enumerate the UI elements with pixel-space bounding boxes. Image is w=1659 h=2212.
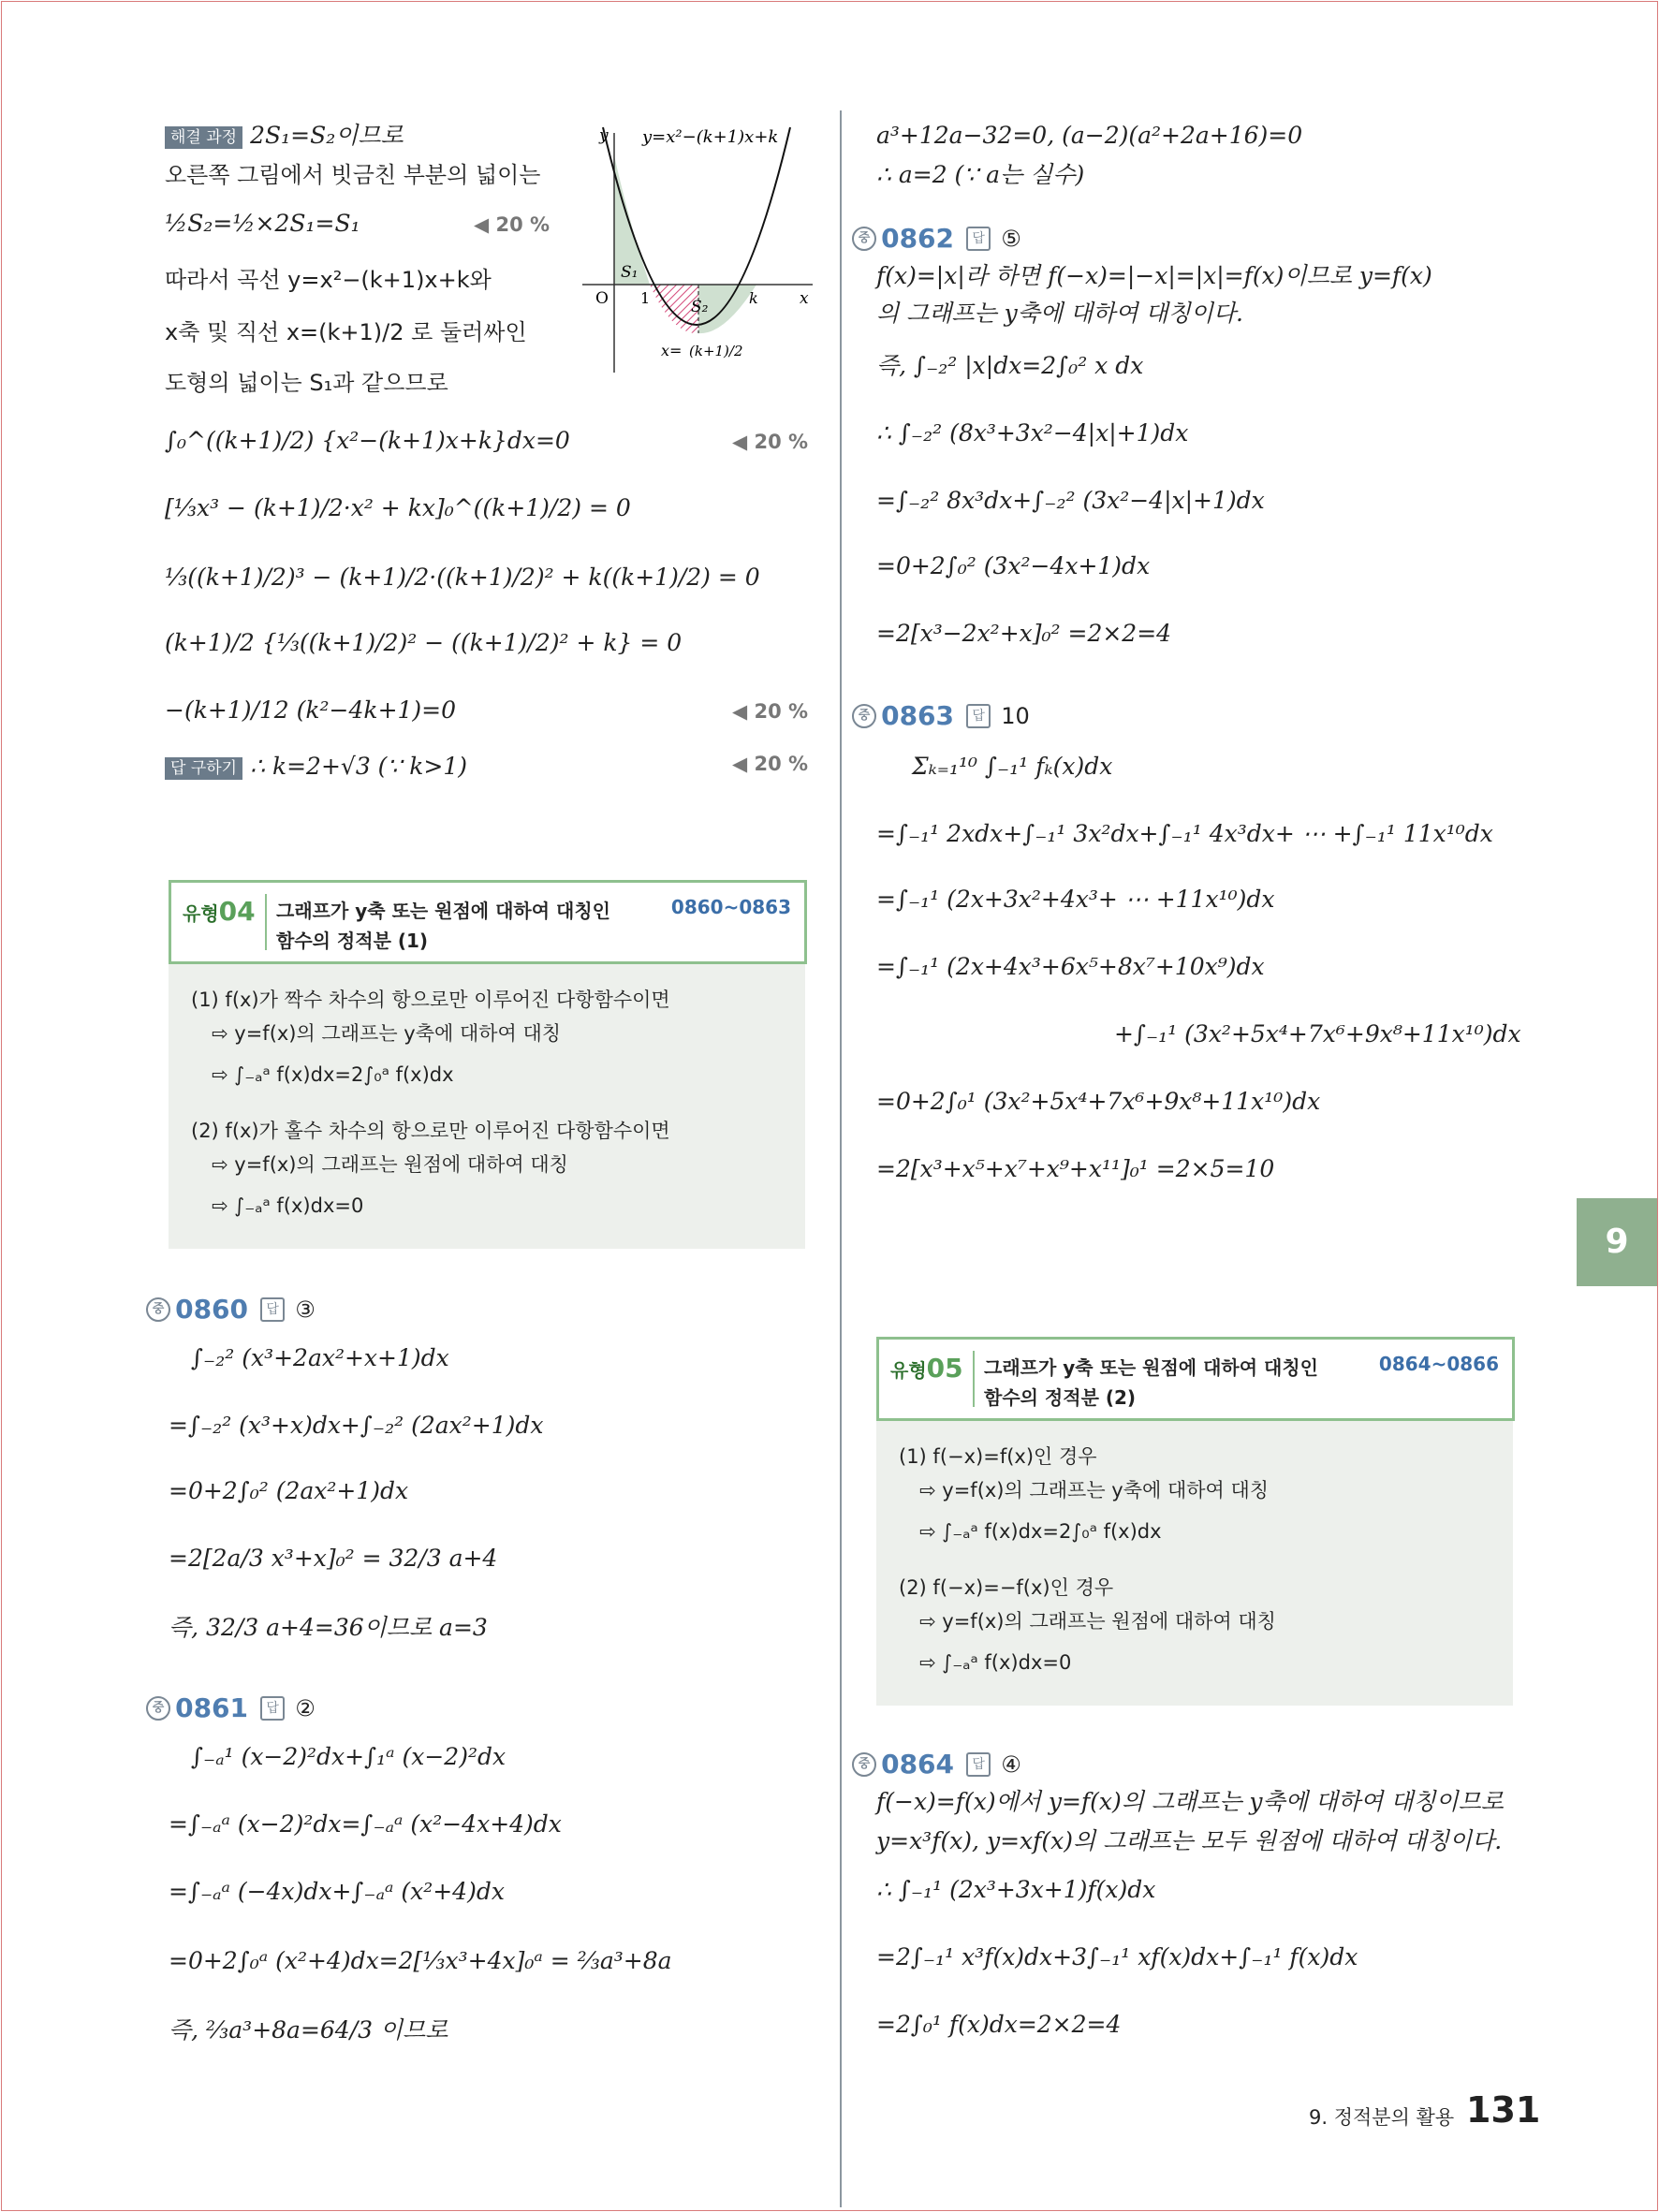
type05-summary <box>876 1421 1513 1706</box>
problem-number: 0863 <box>881 700 955 731</box>
type-range: 0860~0863 <box>670 896 791 918</box>
percent-label: ◀ 20 % <box>732 753 809 775</box>
problem-number: 0864 <box>881 1749 955 1780</box>
summary-line: (1) f(−x)=f(x)인 경우 <box>899 1445 1097 1468</box>
problem-0860-header <box>146 1294 316 1325</box>
answer-value: 10 <box>1001 702 1030 729</box>
parabola-graph <box>579 120 822 382</box>
summary-line: ⇨ ∫₋ₐᵃ f(x)dx=0 <box>919 1651 1072 1674</box>
solution-line: f(x)=|x|라 하면 f(−x)=|−x|=|x|=f(x)이므로 y=f(x) <box>876 262 1432 289</box>
type-separator <box>973 1351 975 1407</box>
percent-label: ◀ 20 % <box>474 213 551 236</box>
solution-line: =0+2∫₀² (3x²−4x+1)dx <box>876 552 1151 579</box>
type04-header <box>169 880 807 964</box>
solution-line: −(k+1)/12 (k²−4k+1)=0 <box>165 696 457 724</box>
solution-line: ∴ ∫₋₁¹ (2x³+3x+1)f(x)dx <box>876 1876 1156 1903</box>
level-mark: 중 <box>146 1696 170 1721</box>
y-label: y <box>599 126 609 145</box>
answer-label: 답 <box>966 1752 991 1777</box>
solution-line: ∫₋₂² (x³+2ax²+x+1)dx <box>191 1344 449 1371</box>
type-tag: 유형05 <box>890 1353 963 1384</box>
percent-label: ◀ 20 % <box>732 431 809 453</box>
solution-line: ∫₀^((k+1)/2) {x²−(k+1)x+k}dx=0 <box>165 427 570 454</box>
summary-line: ⇨ y=f(x)의 그래프는 원점에 대하여 대칭 <box>919 1610 1276 1633</box>
solution-line: =2[x³−2x²+x]₀² =2×2=4 <box>876 620 1172 647</box>
solution-line: 해결 과정 2S₁=S₂이므로 <box>165 122 404 150</box>
answer-value: ⑤ <box>1001 225 1021 252</box>
level-mark: 중 <box>146 1297 170 1322</box>
vline-frac: (k+1)/2 <box>689 343 743 359</box>
type04-summary <box>169 964 805 1249</box>
solution-line: =2[x³+x⁵+x⁷+x⁹+x¹¹]₀¹ =2×5=10 <box>876 1155 1275 1182</box>
solution-line: =2[2a/3 x³+x]₀² = 32/3 a+4 <box>169 1545 498 1572</box>
percent-label: ◀ 20 % <box>732 700 809 723</box>
summary-line: ⇨ ∫₋ₐᵃ f(x)dx=2∫₀ᵃ f(x)dx <box>212 1063 454 1086</box>
type-range: 0864~0866 <box>1378 1353 1499 1375</box>
solution-line: 의 그래프는 y축에 대하여 대칭이다. <box>876 300 1243 327</box>
problem-0862-header <box>852 223 1021 254</box>
solution-line: ∫₋ₐ¹ (x−2)²dx+∫₁ᵃ (x−2)²dx <box>191 1743 507 1770</box>
solution-line: 답 구하기 ∴ k=2+√3 (∵ k>1) <box>165 753 467 781</box>
footer-chapter: 9. 정적분의 활용 <box>1309 2106 1455 2129</box>
solution-line: =∫₋₂² 8x³dx+∫₋₂² (3x²−4|x|+1)dx <box>876 487 1265 514</box>
solution-line: 도형의 넓이는 S₁과 같으므로 <box>165 370 448 396</box>
type-title: 함수의 정적분 (1) <box>276 930 429 952</box>
solution-line: =∫₋₂² (x³+x)dx+∫₋₂² (2ax²+1)dx <box>169 1412 544 1439</box>
one-label: 1 <box>640 289 651 307</box>
column-divider <box>840 110 842 2207</box>
solution-line: =∫₋₁¹ 2xdx+∫₋₁¹ 3x²dx+∫₋₁¹ 4x³dx+ ⋯ +∫₋₁¹ 11x¹⁰dx <box>876 820 1493 847</box>
solution-line: [⅓x³ − (k+1)/2·x² + kx]₀^((k+1)/2) = 0 <box>165 494 631 521</box>
solution-line: 오른쪽 그림에서 빗금친 부분의 넓이는 <box>165 162 541 188</box>
problem-number: 0861 <box>175 1692 249 1723</box>
type05-header <box>876 1337 1515 1421</box>
summary-line: ⇨ ∫₋ₐᵃ f(x)dx=0 <box>212 1194 364 1217</box>
vline-label: x= <box>661 342 683 359</box>
solution-line: =∫₋₁¹ (2x+4x³+6x⁵+8x⁷+10x⁹)dx <box>876 953 1265 980</box>
solution-line: =0+2∫₀¹ (3x²+5x⁴+7x⁶+9x⁸+11x¹⁰)dx <box>876 1088 1321 1115</box>
solution-line: 즉, ⅔a³+8a=64/3 이므로 <box>169 2016 448 2044</box>
answer-label: 답 <box>966 704 991 728</box>
answer-value: ② <box>295 1694 316 1721</box>
solution-line: ⅓((k+1)/2)³ − (k+1)/2·((k+1)/2)² + k((k+1)/2) = 0 <box>165 564 760 591</box>
solution-line: y=x³f(x), y=xf(x)의 그래프는 모두 원점에 대하여 대칭이다. <box>876 1827 1503 1854</box>
chip-answer: 답 구하기 <box>165 757 242 780</box>
solution-line: 따라서 곡선 y=x²−(k+1)x+k와 <box>165 267 492 293</box>
x-label: x <box>800 289 809 308</box>
solution-line: =0+2∫₀² (2ax²+1)dx <box>169 1477 409 1504</box>
solution-line: x축 및 직선 x=(k+1)/2 로 둘러싸인 <box>165 319 527 345</box>
solution-line: f(−x)=f(x)에서 y=f(x)의 그래프는 y축에 대하여 대칭이므로 <box>876 1788 1504 1815</box>
answer-label: 답 <box>966 227 991 251</box>
summary-line: (2) f(−x)=−f(x)인 경우 <box>899 1576 1114 1599</box>
solution-line: a³+12a−32=0, (a−2)(a²+2a+16)=0 <box>876 122 1303 149</box>
problem-number: 0862 <box>881 223 955 254</box>
solution-line: ∴ a=2 (∵ a는 실수) <box>876 161 1085 188</box>
summary-line: (1) f(x)가 짝수 차수의 항으로만 이루어진 다항함수이면 <box>191 989 670 1011</box>
problem-0861-header <box>146 1692 316 1723</box>
solution-line: =2∫₋₁¹ x³f(x)dx+3∫₋₁¹ xf(x)dx+∫₋₁¹ f(x)dx <box>876 1943 1358 1970</box>
solution-line: =0+2∫₀ᵃ (x²+4)dx=2[⅓x³+4x]₀ᵃ = ⅔a³+8a <box>169 1947 672 1974</box>
summary-line: ⇨ y=f(x)의 그래프는 y축에 대하여 대칭 <box>919 1479 1270 1502</box>
chapter-side-tab: 9 <box>1577 1198 1657 1286</box>
solution-line: ½S₂=½×2S₁=S₁ <box>165 210 360 237</box>
summary-line: ⇨ y=f(x)의 그래프는 y축에 대하여 대칭 <box>212 1022 562 1045</box>
k-label: k <box>749 289 758 307</box>
summary-line: (2) f(x)가 홀수 차수의 항으로만 이루어진 다항함수이면 <box>191 1120 670 1142</box>
curve-label: y=x²−(k+1)x+k <box>642 127 779 147</box>
solution-line: =2∫₀¹ f(x)dx=2×2=4 <box>876 2011 1122 2038</box>
solution-line: =∫₋ₐᵃ (x−2)²dx=∫₋ₐᵃ (x²−4x+4)dx <box>169 1810 562 1838</box>
problem-0863-header <box>852 700 1030 731</box>
type-tag: 유형04 <box>183 896 256 927</box>
problem-number: 0860 <box>175 1294 249 1325</box>
s2-label: S₂ <box>691 298 709 316</box>
answer-value: ④ <box>1001 1751 1021 1778</box>
solution-line: (k+1)/2 {⅓((k+1)/2)² − ((k+1)/2)² + k} = 0 <box>165 629 683 656</box>
solution-line: =∫₋₁¹ (2x+3x²+4x³+ ⋯ +11x¹⁰)dx <box>876 886 1275 913</box>
answer-value: ③ <box>295 1296 316 1323</box>
s1-label: S₁ <box>621 263 639 282</box>
solution-line: 즉, 32/3 a+4=36이므로 a=3 <box>169 1614 488 1641</box>
summary-line: ⇨ y=f(x)의 그래프는 원점에 대하여 대칭 <box>212 1153 568 1176</box>
type-title: 그래프가 y축 또는 원점에 대하여 대칭인 <box>984 1356 1318 1379</box>
level-mark: 중 <box>852 704 876 728</box>
type-title: 함수의 정적분 (2) <box>984 1386 1137 1409</box>
solution-line: Σₖ₌₁¹⁰ ∫₋₁¹ fₖ(x)dx <box>912 753 1113 780</box>
chip-process: 해결 과정 <box>165 126 242 149</box>
problem-0864-header <box>852 1749 1021 1780</box>
solution-line: 즉, ∫₋₂² |x|dx=2∫₀² x dx <box>876 352 1144 379</box>
summary-line: ⇨ ∫₋ₐᵃ f(x)dx=2∫₀ᵃ f(x)dx <box>919 1520 1162 1543</box>
type-separator <box>265 894 267 950</box>
level-mark: 중 <box>852 227 876 251</box>
origin-label: O <box>595 289 609 308</box>
solution-line: ∴ ∫₋₂² (8x³+3x²−4|x|+1)dx <box>876 419 1189 447</box>
level-mark: 중 <box>852 1752 876 1777</box>
solution-line: +∫₋₁¹ (3x²+5x⁴+7x⁶+9x⁸+11x¹⁰)dx <box>1114 1020 1521 1047</box>
solution-line: =∫₋ₐᵃ (−4x)dx+∫₋ₐᵃ (x²+4)dx <box>169 1878 505 1905</box>
page-number: 131 <box>1466 2089 1541 2131</box>
type-title: 그래프가 y축 또는 원점에 대하여 대칭인 <box>276 900 610 922</box>
answer-label: 답 <box>260 1696 285 1721</box>
answer-label: 답 <box>260 1297 285 1322</box>
